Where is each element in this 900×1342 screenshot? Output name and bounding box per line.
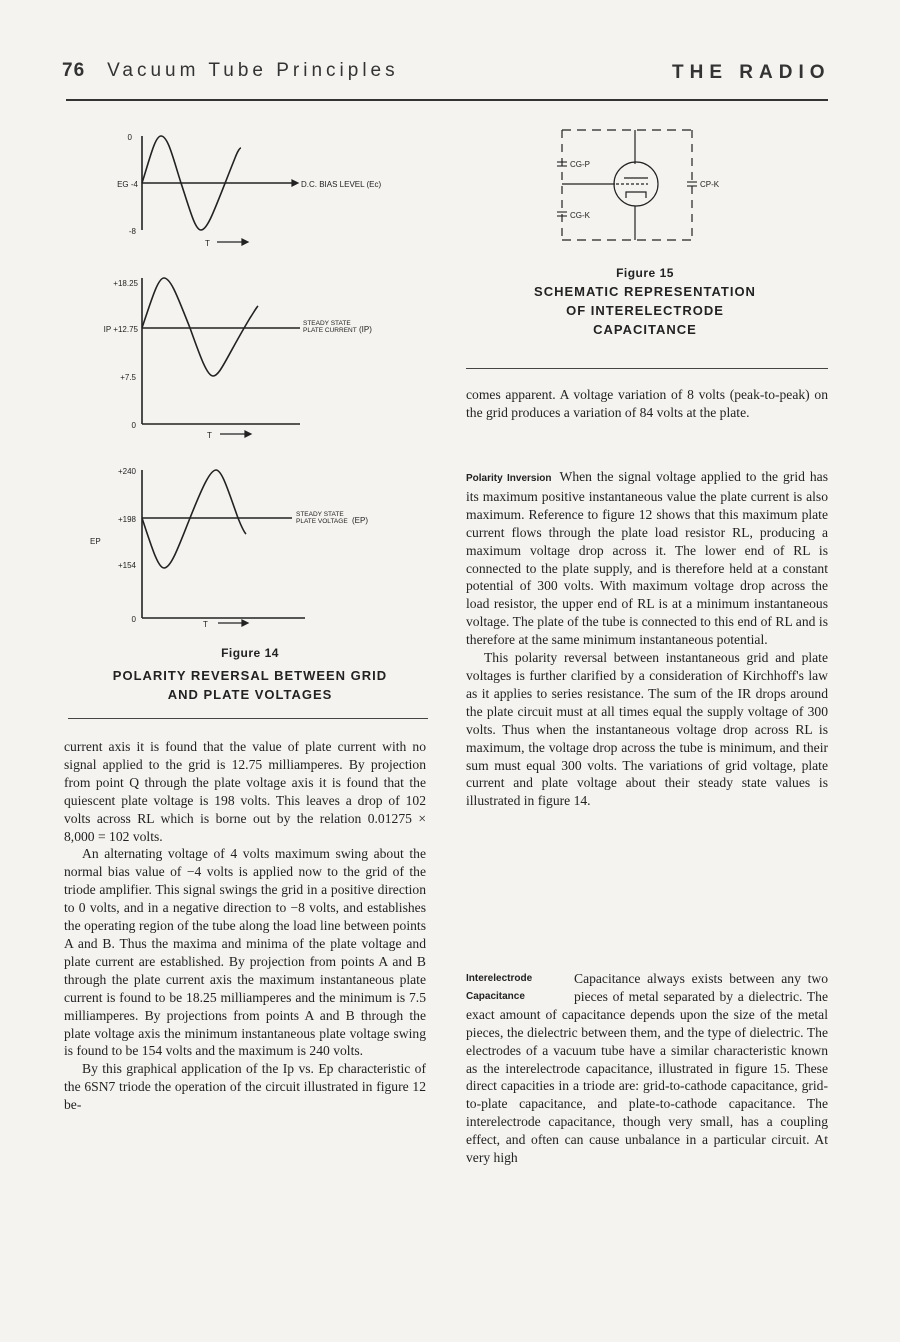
current-y-label: IP +12.75	[103, 325, 138, 334]
left-column-text	[64, 738, 426, 1114]
voltage-tick-zero: 0	[131, 615, 136, 624]
section-title: Vacuum Tube Principles	[107, 60, 399, 81]
voltage-time-label: T	[203, 620, 208, 629]
grid-y-label: EG -4	[117, 180, 138, 189]
current-steady-line1: STEADY STATE	[303, 320, 351, 327]
current-steady-symbol: (IP)	[359, 325, 372, 334]
interelectrode-heading-line1: Interelectrode	[466, 973, 533, 984]
figure-15-title-line2: OF INTERELECTRODE	[566, 303, 724, 318]
figure-15-schematic	[540, 122, 760, 262]
voltage-y-label: EP	[90, 537, 101, 546]
figure-14-title-line1: POLARITY REVERSAL BETWEEN GRID	[112, 668, 388, 683]
left-paragraph-2: An alternating voltage of 4 volts maximum swing about the normal bias value of −4 volts is applied now to the grid of the triode amplifier. This signal swings the grid in a positive direction to 0 volts, and in a negative direction to −8 volts, and establishes the operating region of the tube along the load line between points A and B. Thus the maxima and minima of the plate voltage and plate current are established. By projection from points A and B through the plate current axis the maximum instantaneous plate current is found to be 18.25 milliamperes and the minimum is 7.5 milliamperes. By projections from points A and B through the plate voltage axis the minimum instantaneous plate voltage swing is found to be 154 volts and the maximum is 240 volts.	[64, 846, 426, 1059]
voltage-steady-line1: STEADY STATE	[296, 511, 344, 518]
figure-14-caption	[60, 646, 440, 704]
cap-plate-cathode: CP-K	[700, 180, 720, 189]
current-steady-line2: PLATE CURRENT	[303, 327, 357, 334]
voltage-steady-symbol: (EP)	[352, 516, 368, 525]
grid-tick-0: 0	[127, 133, 132, 142]
current-time-label: T	[207, 431, 212, 440]
current-tick-max: +18.25	[113, 279, 138, 288]
figure-15-label: Figure 15	[616, 266, 674, 280]
current-tick-min: +7.5	[120, 373, 136, 382]
page-number: 76	[62, 60, 86, 81]
figure-15-title-line3: CAPACITANCE	[593, 322, 697, 337]
right-paragraph-1: comes apparent. A voltage variation of 8 volts (peak-to-peak) on the grid produces a variation of 84 volts at the plate.	[466, 387, 828, 420]
figure-15-caption	[500, 266, 790, 339]
figure-14-label: Figure 14	[221, 646, 279, 660]
figure-15-rule	[466, 368, 828, 369]
figure-15-title-line1: SCHEMATIC REPRESENTATION	[534, 284, 756, 299]
book-title: THE RADIO	[672, 62, 831, 83]
left-paragraph-3: By this graphical application of the Ip vs. Ep characteristic of the 6SN7 triode the operation of the circuit illustrated in figure 12 be-	[64, 1061, 426, 1113]
grid-tick-neg8: -8	[128, 227, 136, 236]
interelectrode-section	[466, 970, 828, 1167]
interelectrode-heading-line2: Capacitance	[466, 990, 525, 1002]
left-paragraph-1: current axis it is found that the value of plate current with no signal applied to the grid is 12.75 milliamperes. By projection from point Q through the plate voltage axis it is found that the quiescent plate voltage is 198 volts. This leaves a drop of 102 volts across RL which is borne out by the relation 0.01275 × 8,000 = 102 volts.	[64, 739, 426, 844]
voltage-steady-line2: PLATE VOLTAGE	[296, 518, 348, 525]
plate-current-waveform	[142, 278, 258, 376]
voltage-tick-min: +154	[117, 561, 136, 570]
voltage-tick-max: +240	[117, 467, 136, 476]
figure-14-rule	[68, 718, 428, 719]
plate-voltage-waveform	[142, 470, 246, 568]
cap-grid-plate: CG-P	[570, 160, 590, 169]
figure-14-graphs	[60, 118, 440, 638]
polarity-inversion-heading: Polarity Inversion	[466, 473, 552, 484]
interelectrode-heading	[466, 970, 568, 1006]
bias-level-label: D.C. BIAS LEVEL (Ec)	[301, 180, 382, 189]
polarity-paragraph-2: This polarity reversal between instantaneous grid and plate voltages is further clarified by a consideration of Kirchhoff's law as it applies to series resistance. The sum of the IR drops around the plate circuit must at all times equal the supply voltage of 300 volts. Thus when the instantaneous voltage drop across RL is maximum, the voltage drop across the tube is minimum, and their sum must equal 300 volts. The variations of grid voltage, plate current and plate voltage about their steady state values is illustrated in figure 14.	[466, 650, 828, 809]
polarity-inversion-section	[466, 468, 828, 810]
figure-14-title-line2: AND PLATE VOLTAGES	[167, 687, 333, 702]
running-header	[62, 60, 399, 82]
polarity-paragraph-1: When the signal voltage applied to the grid has its maximum positive instantaneous value the plate current is also maximum. Reference to figure 12 shows that this maximum plate current flows through the plate load resistor RL, producing a maximum voltage drop across it. The lower end of RL is connected to the plate supply, and is therefore held at a constant potential of 300 volts. With maximum voltage drop across the load resistor, the upper end of RL is at a minimum instantaneous voltage. The plate of the tube is connected to this end of RL and is therefore at the same minimum instantaneous potential.	[466, 469, 829, 648]
grid-time-label: T	[205, 239, 210, 248]
right-column-text	[466, 386, 828, 422]
current-tick-zero: 0	[131, 421, 136, 430]
header-rule	[66, 99, 828, 101]
cap-grid-cathode: CG-K	[570, 211, 590, 220]
voltage-tick-quiescent: +198	[117, 515, 136, 524]
interelectrode-paragraph: Capacitance always exists between any two pieces of metal separated by a dielectric. The exact amount of capacitance depends upon the size of the metal pieces, the dielectric between them, and the type of dielectric. The electrodes of a vacuum tube have a similar characteristic known as the interelectrode capacitance, illustrated in figure 15. These direct capacities in a triode are: grid-to-cathode capacitance, grid-to-plate capacitance, and plate-to-cathode capacitance. The interelectrode capacitance, though very small, has a coupling effect, and often can cause unbalance in a particular circuit. At very high	[466, 971, 828, 1166]
